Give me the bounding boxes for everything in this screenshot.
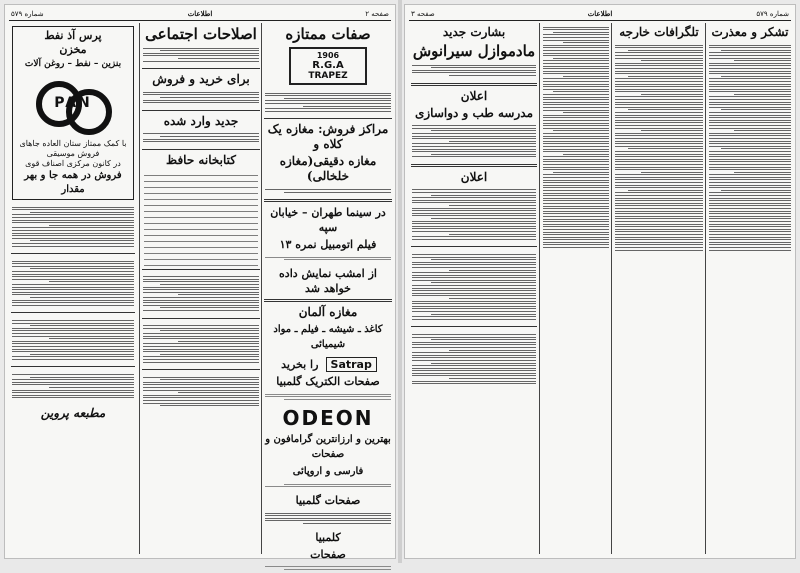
columbia-text — [262, 390, 394, 403]
sales-heading: مراکز فروش: مغازه یک کلاه و — [267, 122, 389, 152]
fuel-ad-line-2: مخزن — [59, 43, 87, 56]
fuel-ad-line-3: بنزین – نفط – روغن آلات — [24, 59, 122, 69]
pan-logo — [28, 75, 118, 135]
columbia-heading: کلمبیا — [315, 530, 341, 544]
cinema-heading: در سینما طهران – خیابان سپه — [270, 206, 386, 235]
film-heading: فیلم اتومبیل نمره ۱۳ — [279, 238, 377, 252]
printer-signature: مطبعه پروین — [40, 406, 106, 420]
right-running-head — [409, 8, 791, 21]
pan-logo-letters: PAN — [54, 95, 92, 111]
middle-text-3 — [140, 373, 262, 410]
records-heading: صفحات — [310, 547, 346, 561]
medical-school-heading: مدرسه طب و دواسازی — [414, 105, 534, 120]
medical-school-text — [409, 122, 539, 161]
rga-year: 1906 — [316, 51, 340, 60]
notice-heading-1: اعلان — [460, 88, 488, 103]
film-text — [262, 253, 394, 264]
right-page — [404, 4, 796, 559]
band-ad-text-2: در کانون مرکزی اصناف قوی — [25, 159, 121, 168]
rga-trapez-stamp — [289, 47, 367, 85]
fuel-ad-line-1: پرس آذ نفط — [44, 29, 102, 42]
left-col-ads — [9, 23, 137, 554]
telegrams-heading: تلگرافات خارجه — [619, 25, 699, 39]
satrap-line: را بخرید — [281, 357, 319, 371]
right-issue-number: شماره ۵۷۹ — [756, 10, 789, 18]
left-text-1 — [9, 203, 137, 250]
left-text-3 — [9, 316, 137, 363]
records-text — [262, 563, 394, 573]
new-arrivals-text — [140, 130, 262, 146]
left-page-number: صفحه ۲ — [365, 10, 389, 18]
left-col-features — [261, 23, 394, 561]
telegrams-text — [612, 41, 706, 254]
hafez-library-heading: کتابخانه حافظ — [166, 152, 236, 167]
gramophone-heading-2: فارسی و اروپائی — [292, 466, 364, 478]
german-shop-heading: مغازه آلمان — [298, 304, 358, 319]
feature-text-1 — [262, 89, 394, 115]
left-text-2 — [9, 257, 137, 309]
rga-model: TRAPEZ — [308, 71, 348, 81]
left-col-middle — [139, 23, 262, 554]
fuel-ad-box — [12, 26, 134, 200]
social-reforms-heading: اصلاحات اجتماعی — [145, 25, 257, 43]
sales-heading-2: مغازه دقیقی(مغازه خلخالی) — [279, 154, 377, 184]
notice-heading-2: اعلان — [460, 169, 488, 184]
left-issue-number: شماره ۵۷۹ — [11, 10, 44, 18]
right-col-telegrams — [611, 23, 706, 554]
notice-text-4 — [409, 330, 539, 387]
rga-name: R.G.A — [312, 60, 344, 71]
left-running-head — [9, 8, 391, 21]
social-reforms-text — [140, 44, 262, 65]
sales-text — [262, 185, 394, 196]
good-news-text — [409, 61, 539, 80]
news-text — [540, 23, 612, 252]
mademoiselle-heading: مادموازل سیرانوش — [412, 42, 536, 60]
screening-heading: از امشب نمایش داده خواهد شد — [279, 266, 377, 295]
columbia-records-heading: صفحات گلمبیا — [295, 494, 361, 508]
satrap-label: Satrap — [326, 357, 377, 372]
good-news-heading: بشارت جدید — [442, 25, 506, 39]
left-masthead: اطلاعات — [187, 9, 213, 18]
middle-text-1 — [140, 273, 262, 315]
right-col-notices — [409, 23, 539, 554]
left-text-4 — [9, 370, 137, 402]
sales-everywhere-line: فروش در همه جا و بهر مقدار — [24, 170, 122, 195]
odeon-brand: ODEON — [282, 406, 374, 431]
buy-sell-text — [140, 88, 262, 107]
records-list — [262, 509, 394, 528]
gramophone-heading: بهترین و ارزانترین گرامافون و صفحات — [265, 434, 391, 461]
right-masthead: اطلاعات — [587, 9, 613, 18]
buy-sell-heading: برای خرید و فروش — [152, 72, 250, 87]
book-list-block — [144, 170, 258, 266]
middle-text-2 — [140, 322, 262, 367]
new-arrivals-heading: جدید وارد شده — [163, 113, 239, 128]
right-col-news — [539, 23, 612, 554]
columbia-electric-heading: صفحات الکتریک گلمبیا — [276, 374, 380, 388]
feature-heading-1: صفات ممتازه — [285, 25, 371, 43]
right-col-thanks — [705, 23, 794, 554]
gramophone-text — [262, 480, 394, 491]
notice-text-3 — [409, 250, 539, 323]
page-gutter — [398, 0, 402, 563]
band-ad-text: با کمک ممتاز ستان العاده جاهای فروش موسیقی — [19, 139, 127, 158]
thanks-text — [706, 41, 794, 254]
left-page — [4, 4, 396, 559]
right-page-number: صفحه ۳ — [411, 10, 435, 18]
german-shop-goods: کاغذ ـ شیشه ـ فیلم ـ مواد شیمیائی — [273, 323, 383, 350]
thanks-heading: تشکر و معذرت — [711, 25, 789, 39]
notice-text-2 — [409, 186, 539, 243]
